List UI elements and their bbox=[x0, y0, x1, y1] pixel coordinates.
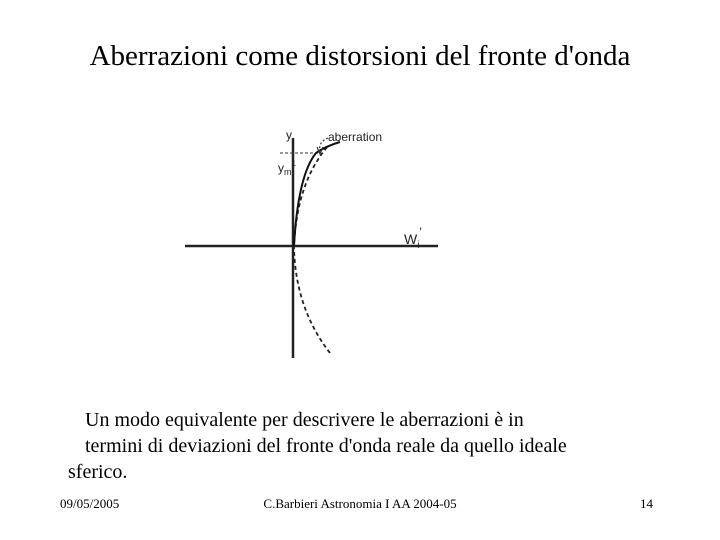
body-line-1: Un modo equivalente per descrivere le aberrazioni è in bbox=[85, 409, 524, 431]
real-wavefront bbox=[294, 142, 340, 246]
body-line-3: sferico. bbox=[68, 461, 128, 483]
wavefront-diagram bbox=[180, 120, 450, 365]
aberration-label: aberration bbox=[328, 130, 383, 144]
footer-date: 09/05/2005 bbox=[60, 496, 120, 511]
footer-author: C.Barbieri Astronomia I AA 2004-05 bbox=[263, 496, 457, 511]
ideal-wavefront bbox=[294, 146, 330, 353]
w-axis-label: $W_i'$ bbox=[404, 225, 422, 251]
slide-title: Aberrazioni come distorsioni del fronte d'onda bbox=[89, 40, 631, 72]
footer-page-number: 14 bbox=[640, 496, 653, 511]
body-text bbox=[68, 407, 668, 485]
wavefront-figure bbox=[180, 120, 450, 365]
ym-label: $y_m^1$ bbox=[278, 159, 296, 177]
y-axis-label: y bbox=[286, 128, 292, 142]
body-line-2: termini di deviazioni del fronte d'onda reale da quello ideale bbox=[85, 435, 567, 457]
